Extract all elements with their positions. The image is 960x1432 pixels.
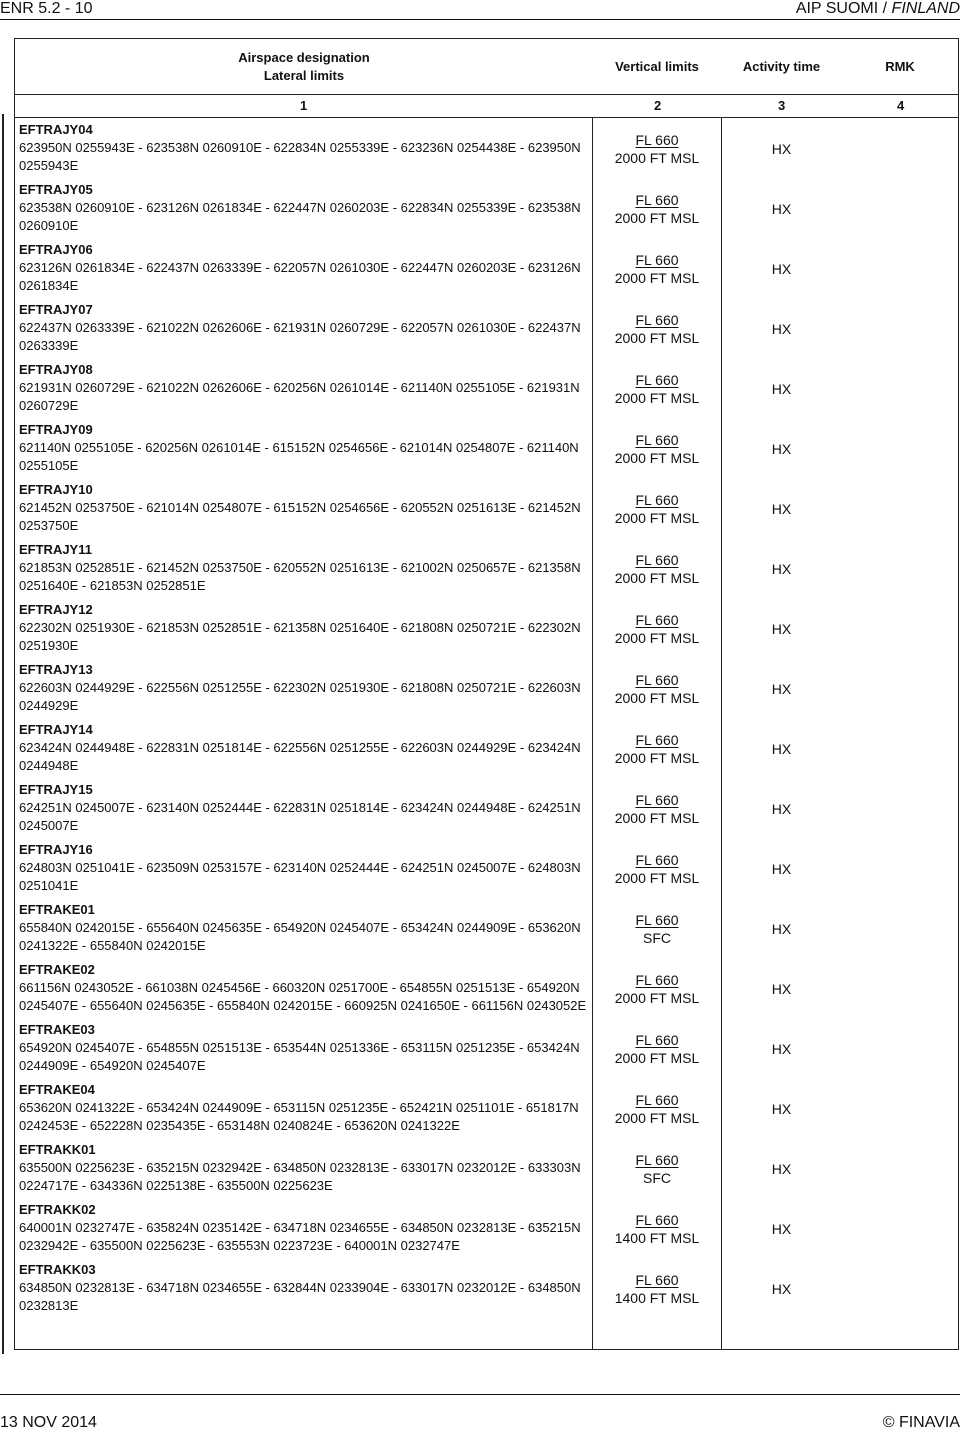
- airspace-row: [15, 599, 958, 659]
- lateral-limits-coordinates: 622603N 0244929E - 622556N 0251255E - 622302N 0251930E - 621808N 0250721E - 622603N 0244929E: [19, 680, 581, 713]
- airspace-row: [15, 539, 958, 599]
- lower-limit: 1400 FT MSL: [614, 1230, 700, 1246]
- upper-limit: FL 660: [635, 372, 679, 388]
- lower-limit: 2000 FT MSL: [614, 1110, 700, 1126]
- column-header-vertical-limits: Vertical limits: [615, 58, 699, 74]
- lateral-limits-cell: [19, 661, 591, 715]
- page-header: [0, 0, 960, 20]
- airspace-row: [15, 719, 958, 779]
- lateral-limits-coordinates: 653620N 0241322E - 653424N 0244909E - 653115N 0251235E - 652421N 0251101E - 651817N 0242453E - 652228N 0235435E - 653148N 0240824E - 653620N 0241322E: [19, 1100, 579, 1133]
- document-reference: ENR 5.2 - 10: [0, 0, 93, 17]
- lateral-limits-cell: [19, 421, 591, 475]
- lateral-limits-cell: [19, 601, 591, 655]
- activity-time-cell: HX: [771, 741, 792, 757]
- lower-limit: 2000 FT MSL: [614, 630, 700, 646]
- lateral-limits-cell: [19, 1141, 591, 1195]
- lateral-limits-coordinates: 654920N 0245407E - 654855N 0251513E - 653544N 0251336E - 653115N 0251235E - 653424N 0244909E - 654920N 0245407E: [19, 1040, 580, 1073]
- lateral-limits-coordinates: 621140N 0255105E - 620256N 0261014E - 615152N 0254656E - 621014N 0254807E - 621140N 0255105E: [19, 440, 579, 473]
- activity-time-cell: HX: [771, 1101, 792, 1117]
- vertical-limits-cell: [593, 1199, 721, 1259]
- airspace-row: [15, 1139, 958, 1199]
- lateral-limits-cell: [19, 901, 591, 955]
- lateral-limits-cell: [19, 721, 591, 775]
- activity-time-cell: HX: [771, 981, 792, 997]
- upper-limit: FL 660: [635, 312, 679, 328]
- lower-limit: 1400 FT MSL: [614, 1290, 700, 1306]
- upper-limit: FL 660: [635, 132, 679, 148]
- vertical-limits-cell: [593, 359, 721, 419]
- column-number-2: 2: [654, 98, 662, 113]
- activity-time-cell: HX: [771, 141, 792, 157]
- lateral-limits-cell: [19, 541, 591, 595]
- lower-limit: 2000 FT MSL: [614, 1050, 700, 1066]
- publication-title-country: FINLAND: [891, 0, 960, 17]
- vertical-limits-cell: [593, 539, 721, 599]
- airspace-designation: EFTRAJY10: [19, 482, 93, 497]
- lateral-limits-coordinates: 635500N 0225623E - 635215N 0232942E - 634850N 0232813E - 633017N 0232012E - 633303N 0224717E - 634336N 0225138E - 635500N 0225623E: [19, 1160, 581, 1193]
- activity-time-cell: HX: [771, 381, 792, 397]
- airspace-designation: EFTRAKE03: [19, 1022, 95, 1037]
- upper-limit: FL 660: [635, 672, 679, 688]
- activity-time-cell: HX: [771, 1221, 792, 1237]
- airspace-designation: EFTRAKK01: [19, 1142, 96, 1157]
- vertical-limits-cell: [593, 299, 721, 359]
- activity-time-cell: HX: [771, 921, 792, 937]
- airspace-designation: EFTRAKK02: [19, 1202, 96, 1217]
- footer-rule: [0, 1394, 960, 1395]
- lateral-limits-coordinates: 623126N 0261834E - 622437N 0263339E - 622057N 0261030E - 622447N 0260203E - 623126N 0261834E: [19, 260, 581, 293]
- lateral-limits-cell: [19, 781, 591, 835]
- lower-limit: 2000 FT MSL: [614, 270, 700, 286]
- airspace-table: [14, 38, 959, 1350]
- column-number-4: 4: [897, 98, 905, 113]
- publication-date: 13 NOV 2014: [0, 1414, 97, 1431]
- airspace-row: [15, 1199, 958, 1259]
- lower-limit: 2000 FT MSL: [614, 330, 700, 346]
- lateral-limits-coordinates: 634850N 0232813E - 634718N 0234655E - 632844N 0233904E - 633017N 0232012E - 634850N 0232813E: [19, 1280, 581, 1313]
- airspace-rows: [15, 119, 958, 1319]
- column-number-row: [15, 94, 958, 118]
- vertical-limits-cell: [593, 119, 721, 179]
- lateral-limits-cell: [19, 241, 591, 295]
- lower-limit: SFC: [643, 930, 671, 946]
- lateral-limits-coordinates: 623538N 0260910E - 623126N 0261834E - 622447N 0260203E - 622834N 0255339E - 623538N 0260910E: [19, 200, 581, 233]
- airspace-designation: EFTRAJY06: [19, 242, 93, 257]
- airspace-row: [15, 299, 958, 359]
- activity-time-cell: HX: [771, 1041, 792, 1057]
- airspace-row: [15, 359, 958, 419]
- lower-limit: 2000 FT MSL: [614, 810, 700, 826]
- upper-limit: FL 660: [635, 972, 679, 988]
- lateral-limits-coordinates: 624251N 0245007E - 623140N 0252444E - 622831N 0251814E - 623424N 0244948E - 624251N 0245007E: [19, 800, 581, 833]
- airspace-row: [15, 1019, 958, 1079]
- copyright: © FINAVIA: [882, 1414, 960, 1431]
- airspace-designation: EFTRAJY16: [19, 842, 93, 857]
- vertical-limits-cell: [593, 239, 721, 299]
- lateral-limits-cell: [19, 1261, 591, 1315]
- airspace-designation: EFTRAJY14: [19, 722, 93, 737]
- column-header-rmk: RMK: [885, 58, 915, 74]
- airspace-row: [15, 1259, 958, 1319]
- airspace-row: [15, 1079, 958, 1139]
- upper-limit: FL 660: [635, 252, 679, 268]
- airspace-row: [15, 179, 958, 239]
- activity-time-cell: HX: [771, 681, 792, 697]
- lower-limit: 2000 FT MSL: [614, 390, 700, 406]
- lateral-limits-cell: [19, 961, 591, 1015]
- lateral-limits-coordinates: 661156N 0243052E - 661038N 0245456E - 660320N 0251700E - 654855N 0251513E - 654920N 0245407E - 655640N 0245635E - 655840N 0242015E - 660925N 0241650E - 661156N 0243052E: [19, 980, 587, 1013]
- vertical-limits-cell: [593, 959, 721, 1019]
- lower-limit: 2000 FT MSL: [614, 750, 700, 766]
- upper-limit: FL 660: [635, 1272, 679, 1288]
- lateral-limits-coordinates: 655840N 0242015E - 655640N 0245635E - 654920N 0245407E - 653424N 0244909E - 653620N 0241322E - 655840N 0242015E: [19, 920, 581, 953]
- lower-limit: 2000 FT MSL: [614, 690, 700, 706]
- airspace-designation: EFTRAKE01: [19, 902, 95, 917]
- lateral-limits-coordinates: 624803N 0251041E - 623509N 0253157E - 623140N 0252444E - 624251N 0245007E - 624803N 0251041E: [19, 860, 581, 893]
- airspace-designation: EFTRAKK03: [19, 1262, 96, 1277]
- vertical-limits-cell: [593, 419, 721, 479]
- vertical-limits-cell: [593, 1139, 721, 1199]
- vertical-limits-cell: [593, 779, 721, 839]
- upper-limit: FL 660: [635, 912, 679, 928]
- activity-time-cell: HX: [771, 261, 792, 277]
- airspace-designation: EFTRAJY07: [19, 302, 93, 317]
- lateral-limits-coordinates: 622302N 0251930E - 621853N 0252851E - 621358N 0251640E - 621808N 0250721E - 622302N 0251930E: [19, 620, 581, 653]
- column-header-lateral: [15, 39, 593, 94]
- vertical-limits-cell: [593, 1079, 721, 1139]
- lateral-limits-cell: [19, 181, 591, 235]
- upper-limit: FL 660: [635, 432, 679, 448]
- column-number-3: 3: [778, 98, 786, 113]
- lateral-limits-coordinates: 640001N 0232747E - 635824N 0235142E - 634718N 0234655E - 634850N 0232813E - 635215N 0232942E - 635500N 0225623E - 635553N 0223723E - 640001N 0232747E: [19, 1220, 581, 1253]
- vertical-limits-cell: [593, 1259, 721, 1319]
- upper-limit: FL 660: [635, 192, 679, 208]
- airspace-row: [15, 659, 958, 719]
- lower-limit: 2000 FT MSL: [614, 450, 700, 466]
- lateral-limits-coordinates: 623424N 0244948E - 622831N 0251814E - 622556N 0251255E - 622603N 0244929E - 623424N 0244948E: [19, 740, 581, 773]
- vertical-limits-cell: [593, 659, 721, 719]
- activity-time-cell: HX: [771, 561, 792, 577]
- airspace-designation: EFTRAJY09: [19, 422, 93, 437]
- airspace-designation: EFTRAJY08: [19, 362, 93, 377]
- upper-limit: FL 660: [635, 732, 679, 748]
- header-rule: [0, 19, 960, 20]
- lateral-limits-coordinates: 622437N 0263339E - 621022N 0262606E - 621931N 0260729E - 622057N 0261030E - 622437N 0263339E: [19, 320, 581, 353]
- airspace-designation: EFTRAJY11: [19, 542, 92, 557]
- vertical-limits-cell: [593, 899, 721, 959]
- airspace-row: [15, 839, 958, 899]
- lower-limit: SFC: [643, 1170, 671, 1186]
- activity-time-cell: HX: [771, 801, 792, 817]
- vertical-limits-cell: [593, 839, 721, 899]
- airspace-designation: EFTRAJY13: [19, 662, 93, 677]
- vertical-limits-cell: [593, 179, 721, 239]
- airspace-designation: EFTRAJY15: [19, 782, 93, 797]
- publication-title-prefix: AIP SUOMI /: [795, 0, 892, 17]
- vertical-limits-cell: [593, 599, 721, 659]
- airspace-designation: EFTRAKE04: [19, 1082, 95, 1097]
- lower-limit: 2000 FT MSL: [614, 210, 700, 226]
- change-bar: [2, 114, 4, 1354]
- upper-limit: FL 660: [635, 552, 679, 568]
- activity-time-cell: HX: [771, 861, 792, 877]
- upper-limit: FL 660: [635, 1212, 679, 1228]
- upper-limit: FL 660: [635, 492, 679, 508]
- activity-time-cell: HX: [771, 441, 792, 457]
- airspace-row: [15, 239, 958, 299]
- lateral-limits-cell: [19, 361, 591, 415]
- lateral-limits-coordinates: 621452N 0253750E - 621014N 0254807E - 615152N 0254656E - 620552N 0251613E - 621452N 0253750E: [19, 500, 581, 533]
- activity-time-cell: HX: [771, 201, 792, 217]
- vertical-limits-cell: [593, 479, 721, 539]
- airspace-row: [15, 479, 958, 539]
- lower-limit: 2000 FT MSL: [614, 870, 700, 886]
- upper-limit: FL 660: [635, 612, 679, 628]
- vertical-limits-cell: [593, 719, 721, 779]
- airspace-row: [15, 419, 958, 479]
- airspace-row: [15, 119, 958, 179]
- lateral-limits-coordinates: 621931N 0260729E - 621022N 0262606E - 620256N 0261014E - 621140N 0255105E - 621931N 0260729E: [19, 380, 580, 413]
- airspace-designation: EFTRAJY12: [19, 602, 93, 617]
- activity-time-cell: HX: [771, 501, 792, 517]
- vertical-limits-cell: [593, 1019, 721, 1079]
- column-header-designation: Airspace designation: [238, 49, 370, 65]
- airspace-designation: EFTRAJY05: [19, 182, 93, 197]
- upper-limit: FL 660: [635, 852, 679, 868]
- lateral-limits-cell: [19, 121, 591, 175]
- activity-time-cell: HX: [771, 1281, 792, 1297]
- airspace-designation: EFTRAJY04: [19, 122, 93, 137]
- upper-limit: FL 660: [635, 1152, 679, 1168]
- lateral-limits-cell: [19, 301, 591, 355]
- lower-limit: 2000 FT MSL: [614, 510, 700, 526]
- lateral-limits-cell: [19, 1081, 591, 1135]
- lateral-limits-cell: [19, 1021, 591, 1075]
- column-header-lateral-limits: Lateral limits: [263, 67, 345, 83]
- column-number-1: 1: [300, 98, 308, 113]
- upper-limit: FL 660: [635, 1092, 679, 1108]
- lower-limit: 2000 FT MSL: [614, 150, 700, 166]
- airspace-row: [15, 779, 958, 839]
- publication-title: [796, 0, 960, 18]
- activity-time-cell: HX: [771, 321, 792, 337]
- activity-time-cell: HX: [771, 621, 792, 637]
- upper-limit: FL 660: [635, 792, 679, 808]
- column-header-activity-time: Activity time: [742, 58, 821, 74]
- airspace-row: [15, 959, 958, 1019]
- lateral-limits-cell: [19, 841, 591, 895]
- lateral-limits-cell: [19, 481, 591, 535]
- airspace-row: [15, 899, 958, 959]
- lateral-limits-coordinates: 621853N 0252851E - 621452N 0253750E - 620552N 0251613E - 621002N 0250657E - 621358N 0251640E - 621853N 0252851E: [19, 560, 581, 593]
- activity-time-cell: HX: [771, 1161, 792, 1177]
- lower-limit: 2000 FT MSL: [614, 990, 700, 1006]
- lower-limit: 2000 FT MSL: [614, 570, 700, 586]
- upper-limit: FL 660: [635, 1032, 679, 1048]
- airspace-designation: EFTRAKE02: [19, 962, 95, 977]
- lateral-limits-coordinates: 623950N 0255943E - 623538N 0260910E - 622834N 0255339E - 623236N 0254438E - 623950N 0255943E: [19, 140, 581, 173]
- lateral-limits-cell: [19, 1201, 591, 1255]
